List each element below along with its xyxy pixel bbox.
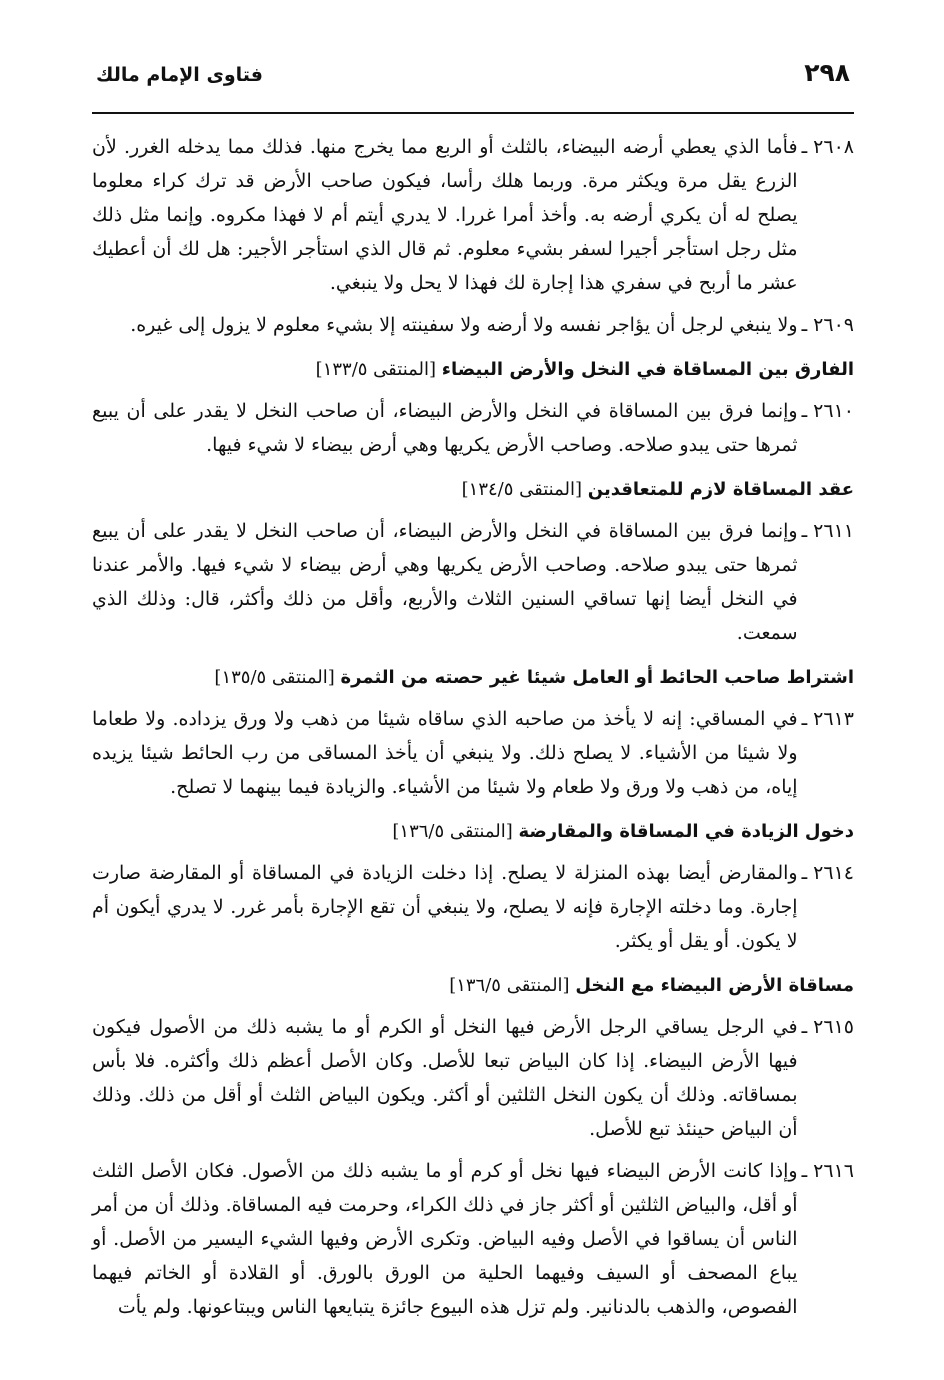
page-content: [92, 130, 854, 1324]
paragraph-2614: [92, 856, 854, 958]
section-heading: [92, 664, 854, 692]
paragraph-text: والمقارض أيضا بهذه المنزلة لا يصلح. إذا دخلت الزيادة في المساقاة أو المقارضة صارت إجارة. وما دخلته الإجارة فإنه لا يصلح، ولا ينبغي أن تقع الإجارة بأمر غرر. لا يدري أيكون أم لا يكون. أو يقل أو يكثر.: [92, 862, 798, 952]
running-head: [92, 58, 854, 108]
paragraph-text: في المساقي: إنه لا يأخذ من صاحبه الذي ساقاه شيئا من ذهب ولا ورق يزداده. ولا طعاما ولا شيئا من الأشياء. لا يصلح ذلك. ولا ينبغي أن يأخذ المساقى من رب الحائط شيئا يزيده إياه، من ذهب ولا ورق ولا طعام ولا شيئا من الأشياء. والزيادة فيما بينهما لا تصلح.: [92, 708, 798, 798]
paragraph-2611: [92, 514, 854, 650]
section-reference: [المنتقى ١٣٦/٥]: [392, 821, 513, 842]
section-reference: [المنتقى ١٣٥/٥]: [214, 667, 335, 688]
section-title: دخول الزيادة في المساقاة والمقارضة: [518, 821, 854, 842]
section-title: مساقاة الأرض البيضاء مع النخل: [575, 975, 854, 996]
paragraph-text: وإنما فرق بين المساقاة في النخل والأرض البيضاء، أن صاحب النخل لا يقدر على أن يبيع ثمرها حتى يبدو صلاحه. وصاحب الأرض يكريها وهي أرض بيضاء لا شيء فيها. والأمر عندنا في النخل أيضا إنها تساقي السنين الثلاث والأربع، وأقل من ذلك وأكثر، قال: وذلك الذي سمعت.: [92, 520, 798, 644]
section-reference: [المنتقى ١٣٣/٥]: [315, 359, 437, 380]
paragraph-2616: [92, 1154, 854, 1324]
section-heading: [92, 972, 854, 1000]
paragraph-2609: [92, 308, 854, 342]
section-reference: [المنتقى ١٣٦/٥]: [449, 975, 570, 996]
paragraph-number: ٢٦١٦ ـ: [801, 1160, 854, 1182]
paragraph-text: وإنما فرق بين المساقاة في النخل والأرض البيضاء، أن صاحب النخل لا يقدر على أن يبيع ثمرها حتى يبدو صلاحه. وصاحب الأرض يكريها وهي أرض بيضاء لا شيء فيها.: [92, 400, 798, 456]
paragraph-2610: [92, 394, 854, 462]
paragraph-number: ٢٦١١ ـ: [801, 520, 854, 542]
section-heading: [92, 356, 854, 384]
paragraph-number: ٢٦١٥ ـ: [801, 1016, 854, 1038]
section-title: اشتراط صاحب الحائط أو العامل شيئا غير حصته من الثمرة: [340, 667, 854, 688]
paragraph-number: ٢٦٠٨ ـ: [801, 136, 854, 158]
paragraph-text: في الرجل يساقي الرجل الأرض فيها النخل أو الكرم أو ما يشبه ذلك من الأصول فيكون فيها الأرض البيضاء. إذا كان البياض تبعا للأصل. وكان الأصل أعظم ذلك وأكثره. فلا بأس بمساقاته. وذلك أن يكون النخل الثلثين أو أكثر. ويكون البياض الثلث أو أقل من ذلك. وذلك أن البياض حينئذ تبع للأصل.: [92, 1016, 798, 1140]
section-title: الفارق بين المساقاة في النخل والأرض البيضاء: [441, 359, 854, 380]
paragraph-2608: [92, 130, 854, 300]
paragraph-2615: [92, 1010, 854, 1146]
section-heading: [92, 476, 854, 504]
book-title: فتاوى الإمام مالك: [96, 64, 263, 86]
paragraph-number: ٢٦١٠ ـ: [801, 400, 854, 422]
paragraph-text: وإذا كانت الأرض البيضاء فيها نخل أو كرم أو ما يشبه ذلك من الأصول. فكان الأصل الثلث أو أقل، والبياض الثلثين أو أكثر جاز في ذلك الكراء، وحرمت فيه المساقاة. وذلك أن من أمر الناس أن يساقوا في الأصل وفيه البياض. وتكرى الأرض وفيها الشيء اليسير من الأصل. أو يباع المصحف أو السيف وفيهما الحلية من الورق بالورق. أو القلادة أو الخاتم فيهما الفصوص، والذهب بالدنانير. ولم تزل هذه البيوع جائزة يتبايعها الناس ويبتاعونها. ولم يأت: [92, 1160, 798, 1318]
paragraph-text: ولا ينبغي لرجل أن يؤاجر نفسه ولا أرضه ولا سفينته إلا بشيء معلوم لا يزول إلى غيره.: [130, 314, 798, 336]
paragraph-number: ٢٦١٣ ـ: [801, 708, 854, 730]
page-number: ٢٩٨: [804, 58, 850, 87]
paragraph-number: ٢٦١٤ ـ: [801, 862, 854, 884]
section-heading: [92, 818, 854, 846]
section-title: عقد المساقاة لازم للمتعاقدين: [587, 479, 854, 500]
paragraph-2613: [92, 702, 854, 804]
paragraph-number: ٢٦٠٩ ـ: [801, 314, 854, 336]
paragraph-text: فأما الذي يعطي أرضه البيضاء، بالثلث أو الربع مما يخرج منها. فذلك مما يدخله الغرر. لأن الزرع يقل مرة ويكثر مرة. وربما هلك رأسا، فيكون صاحب الأرض قد ترك كراء معلوما يصلح له أن يكري أرضه به. وأخذ أمرا غررا. لا يدري أيتم أم لا فهذا مكروه. وإنما مثل ذلك مثل رجل استأجر أجيرا لسفر بشيء معلوم. ثم قال الذي استأجر الأجير: هل لك أن أعطيك عشر ما أربح في سفري هذا إجارة لك فهذا لا يحل ولا ينبغي.: [92, 136, 798, 294]
section-reference: [المنتقى ١٣٤/٥]: [461, 479, 583, 500]
header-rule: [92, 112, 854, 114]
